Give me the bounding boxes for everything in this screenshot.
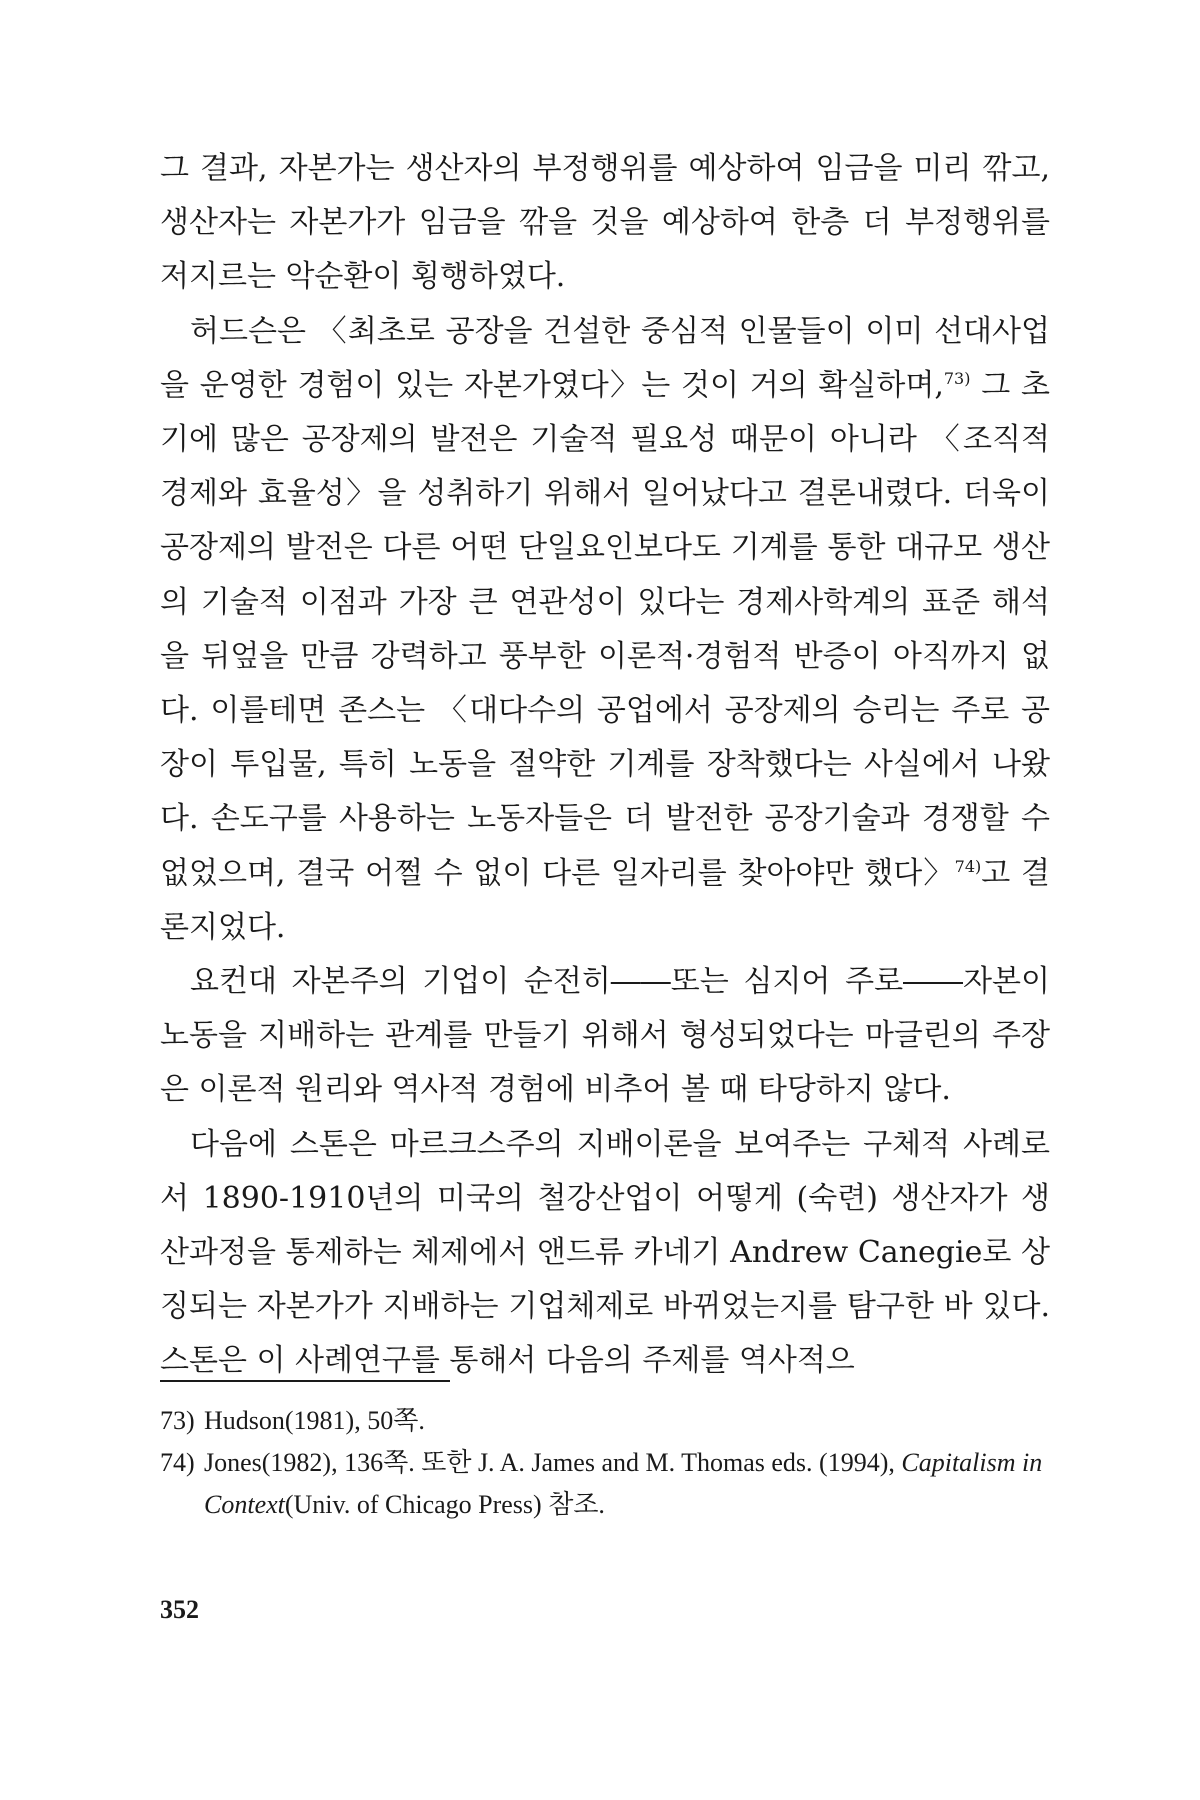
- footnote-74-text-b: (Univ. of Chicago Press) 참조.: [284, 1490, 605, 1519]
- footnote-74: [160, 1442, 1050, 1526]
- footnote-74-number: 74): [160, 1448, 195, 1477]
- body-text: [160, 142, 1050, 1389]
- paragraph-1-text: 그 결과, 자본가는 생산자의 부정행위를 예상하여 임금을 미리 깎고, 생산자는 자본가가 임금을 깎을 것을 예상하여 한층 더 부정행위를 저지르는 악순환이 횡행하였다.: [160, 151, 1050, 295]
- footnote-divider: [160, 1380, 450, 1382]
- page-number: 352: [160, 1595, 199, 1624]
- footnote-ref-74: 74): [954, 856, 982, 876]
- footnote-73: [160, 1400, 1050, 1442]
- footnotes: [160, 1400, 1050, 1526]
- paragraph-1: [160, 142, 1050, 305]
- paragraph-2: [160, 305, 1050, 955]
- paragraph-3-text: 요컨대 자본주의 기업이 순전히――또는 심지어 주로――자본이 노동을 지배하는 관계를 만들기 위해서 형성되었다는 마글린의 주장은 이론적 원리와 역사적 경험에 비추어 볼 때 타당하지 않다.: [160, 964, 1050, 1108]
- footnote-ref-73: 73): [943, 368, 971, 388]
- paragraph-2-text-a: 허드슨은 〈최초로 공장을 건설한 중심적 인물들이 이미 선대사업을 운영한 경험이 있는 자본가였다〉는 것이 거의 확실하며,: [160, 313, 1050, 403]
- footnote-74-text-a: Jones(1982), 136쪽. 또한 J. A. James and M. Thomas eds. (1994),: [204, 1448, 902, 1477]
- paragraph-2-text-b: 그 초기에 많은 공장제의 발전은 기술적 필요성 때문이 아니라 〈조직적 경제와 효율성〉을 성취하기 위해서 일어났다고 결론내렸다. 더욱이 공장제의 발전은 다른 어떤 단일요인보다도 기계를 통한 대규모 생산의 기술적 이점과 가장 큰 연관성이 있다는 경제사학계의 표준 해석을 뒤엎을 만큼 강력하고 풍부한 이론적·경험적 반증이 아직까지 없다. 이를테면 존스는 〈대다수의 공업에서 공장제의 승리는 주로 공장이 투입물, 특히 노동을 절약한 기계를 장착했다는 사실에서 나왔다. 손도구를 사용하는 노동자들은 더 발전한 공장기술과 경쟁할 수 없었으며, 결국 어쩔 수 없이 다른 일자리를 찾아야만 했다〉: [160, 367, 1050, 891]
- footnote-74-book-title: Capitalism in Context: [204, 1448, 1043, 1519]
- paragraph-4: [160, 1118, 1050, 1389]
- footnote-73-number: 73): [160, 1406, 195, 1435]
- paragraph-3: [160, 955, 1050, 1118]
- paragraph-4-text: 다음에 스톤은 마르크스주의 지배이론을 보여주는 구체적 사례로서 1890-1910년의 미국의 철강산업이 어떻게 (숙련) 생산자가 생산과정을 통제하는 체제에서 앤드류 카네기 Andrew Canegie로 상징되는 자본가가 지배하는 기업체제로 바뀌었는지를 탐구한 바 있다. 스톤은 이 사례연구를 통해서 다음의 주제를 역사적으: [160, 1126, 1050, 1379]
- footnote-73-text: Hudson(1981), 50쪽.: [204, 1406, 425, 1435]
- paragraph-2-text-c: 고 결론지었다.: [160, 855, 1050, 945]
